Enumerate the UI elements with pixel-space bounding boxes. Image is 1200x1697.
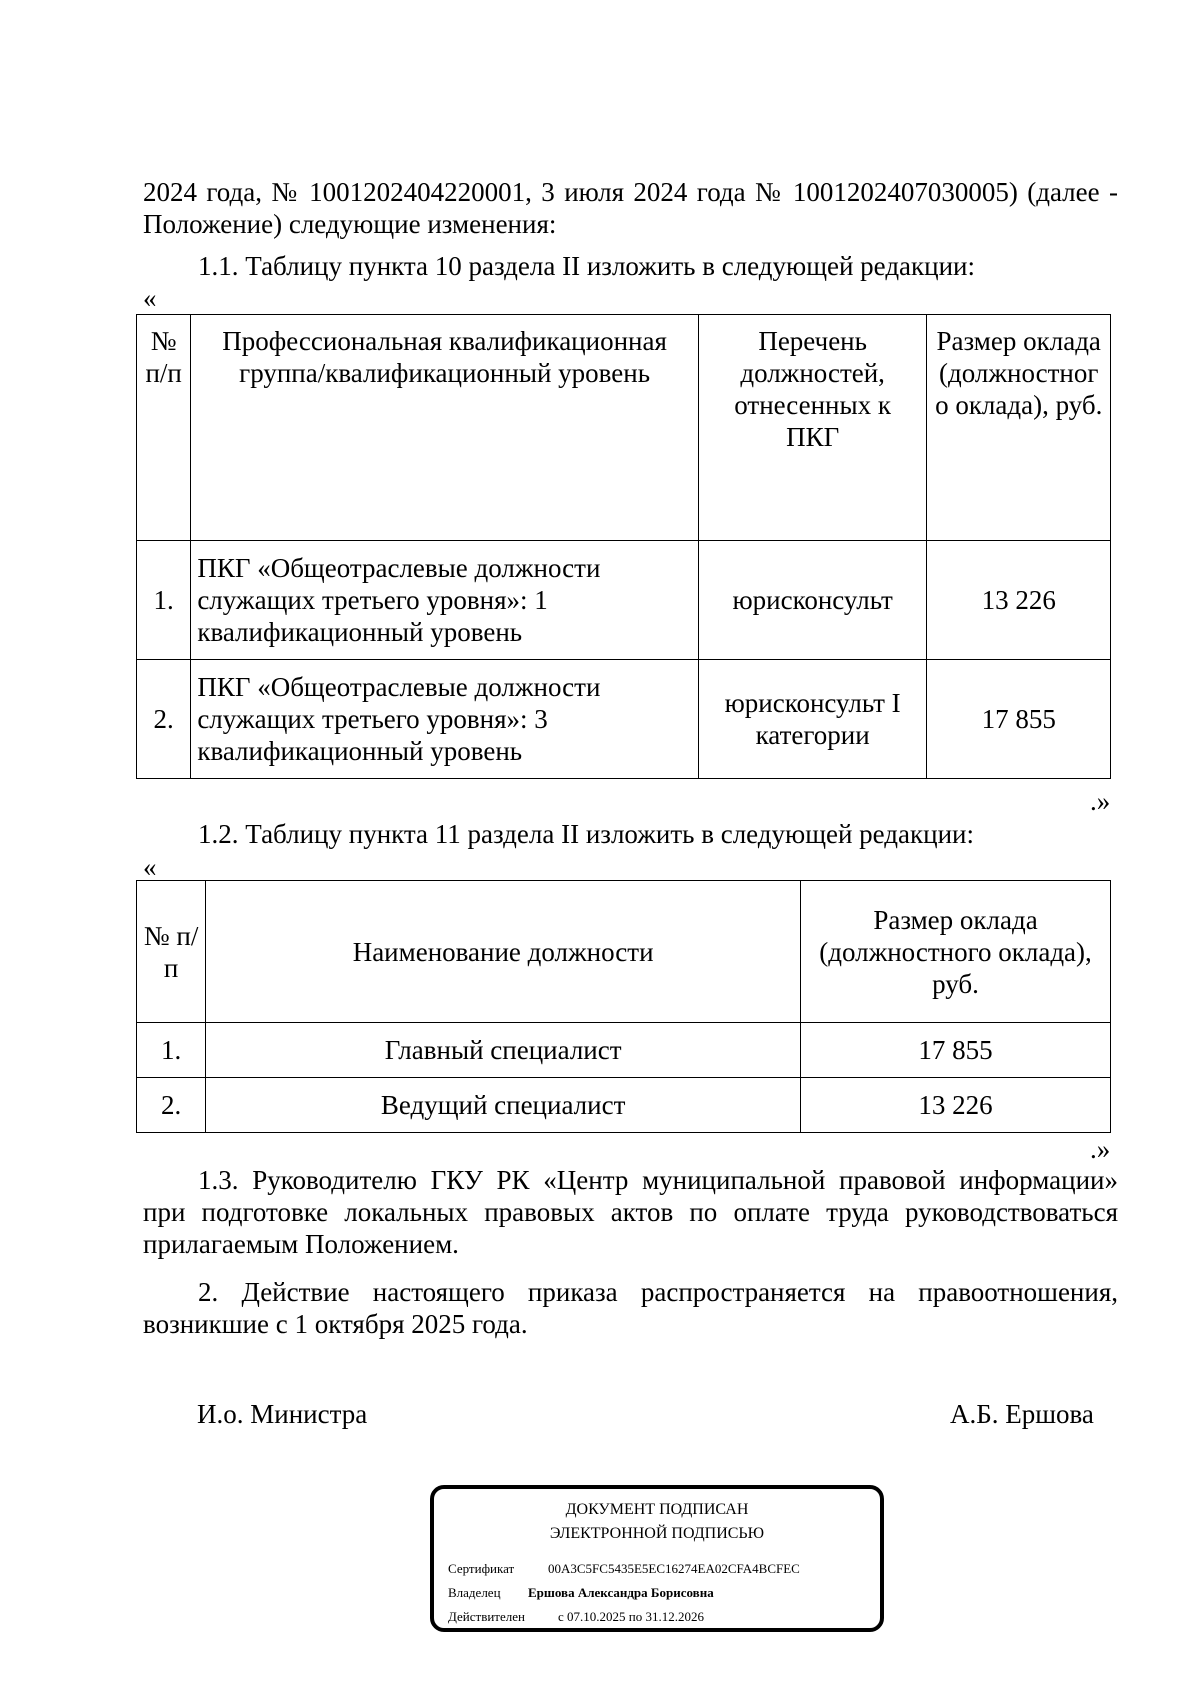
table-row [137,541,1111,660]
stamp-cert-label: Сертификат [448,1561,515,1576]
header-salary: Размер оклада (должностного оклада), руб. [801,881,1111,1023]
header-salary: Размер оклада (должностног о оклада), руб. [927,315,1111,541]
row-num: 1. [137,541,191,660]
table-header-row [137,315,1111,541]
stamp-cert-row [448,1561,800,1577]
row-salary: 13 226 [801,1078,1111,1133]
item-1-1-paragraph: 1.1. Таблицу пункта 10 раздела II изложить в следующей редакции: [198,251,976,281]
row-group: ПКГ «Общеотраслевые должности служащих третьего уровня»: 1 квалификационный уровень [191,541,699,660]
signatory-name: А.Б. Ершова [950,1399,1094,1429]
table-row [137,1023,1111,1078]
stamp-valid-value: с 07.10.2025 по 31.12.2026 [558,1609,704,1624]
table-header-row [137,881,1111,1023]
stamp-owner-row [448,1585,714,1601]
row-position-name: Ведущий специалист [206,1078,801,1133]
open-quote-2: « [143,852,157,882]
header-num: № п/п [137,315,191,541]
row-salary: 17 855 [927,660,1111,779]
stamp-valid-label: Действителен [448,1609,525,1624]
close-quote-2: .» [1090,1134,1111,1164]
stamp-owner-label: Владелец [448,1585,501,1600]
intro-paragraph: 2024 года, № 1001202404220001, 3 июля 2024 года № 1001202407030005) (далее - Положение) следующие изменения: [143,177,1118,239]
stamp-heading-1: ДОКУМЕНТ ПОДПИСАН [565,1501,749,1518]
row-num: 2. [137,660,191,779]
table-row [137,660,1111,779]
header-position-name: Наименование должности [206,881,801,1023]
stamp-cert-value: 00A3C5FC5435E5EC16274EA02CFA4BCFEC [548,1561,800,1576]
open-quote: « [143,283,157,313]
row-position: юрисконсульт [698,541,927,660]
header-positions: Перечень должностей, отнесенных к ПКГ [698,315,927,541]
row-salary: 17 855 [801,1023,1111,1078]
electronic-signature-stamp [430,1485,884,1632]
item-2-paragraph: 2. Действие настоящего приказа распространяется на правоотношения, возникшие с 1 октября 2025 года. [143,1277,1118,1339]
row-num: 1. [137,1023,206,1078]
row-num: 2. [137,1078,206,1133]
header-group: Профессиональная квалификационная группа/квалификационный уровень [191,315,699,541]
row-position-name: Главный специалист [206,1023,801,1078]
table-row [137,1078,1111,1133]
stamp-owner-value: Ершова Александра Борисовна [528,1585,714,1600]
signatory-title: И.о. Министра [197,1399,368,1429]
row-salary: 13 226 [927,541,1111,660]
row-position: юрисконсульт I категории [698,660,927,779]
salary-table-positions [136,880,1111,1133]
item-1-2-paragraph: 1.2. Таблицу пункта 11 раздела II изложить в следующей редакции: [198,819,974,849]
stamp-valid-row [448,1609,704,1625]
row-group: ПКГ «Общеотраслевые должности служащих третьего уровня»: 3 квалификационный уровень [191,660,699,779]
salary-table-group [136,314,1111,779]
close-quote-1: .» [1090,786,1111,816]
item-1-3-paragraph: 1.3. Руководителю ГКУ РК «Центр муниципальной правовой информации» при подготовке локальных правовых актов по оплате труда руководствоваться прилагаемым Положением. [143,1165,1118,1259]
header-num: № п/п [137,881,206,1023]
stamp-heading-2: ЭЛЕКТРОННОЙ ПОДПИСЬЮ [549,1525,765,1542]
